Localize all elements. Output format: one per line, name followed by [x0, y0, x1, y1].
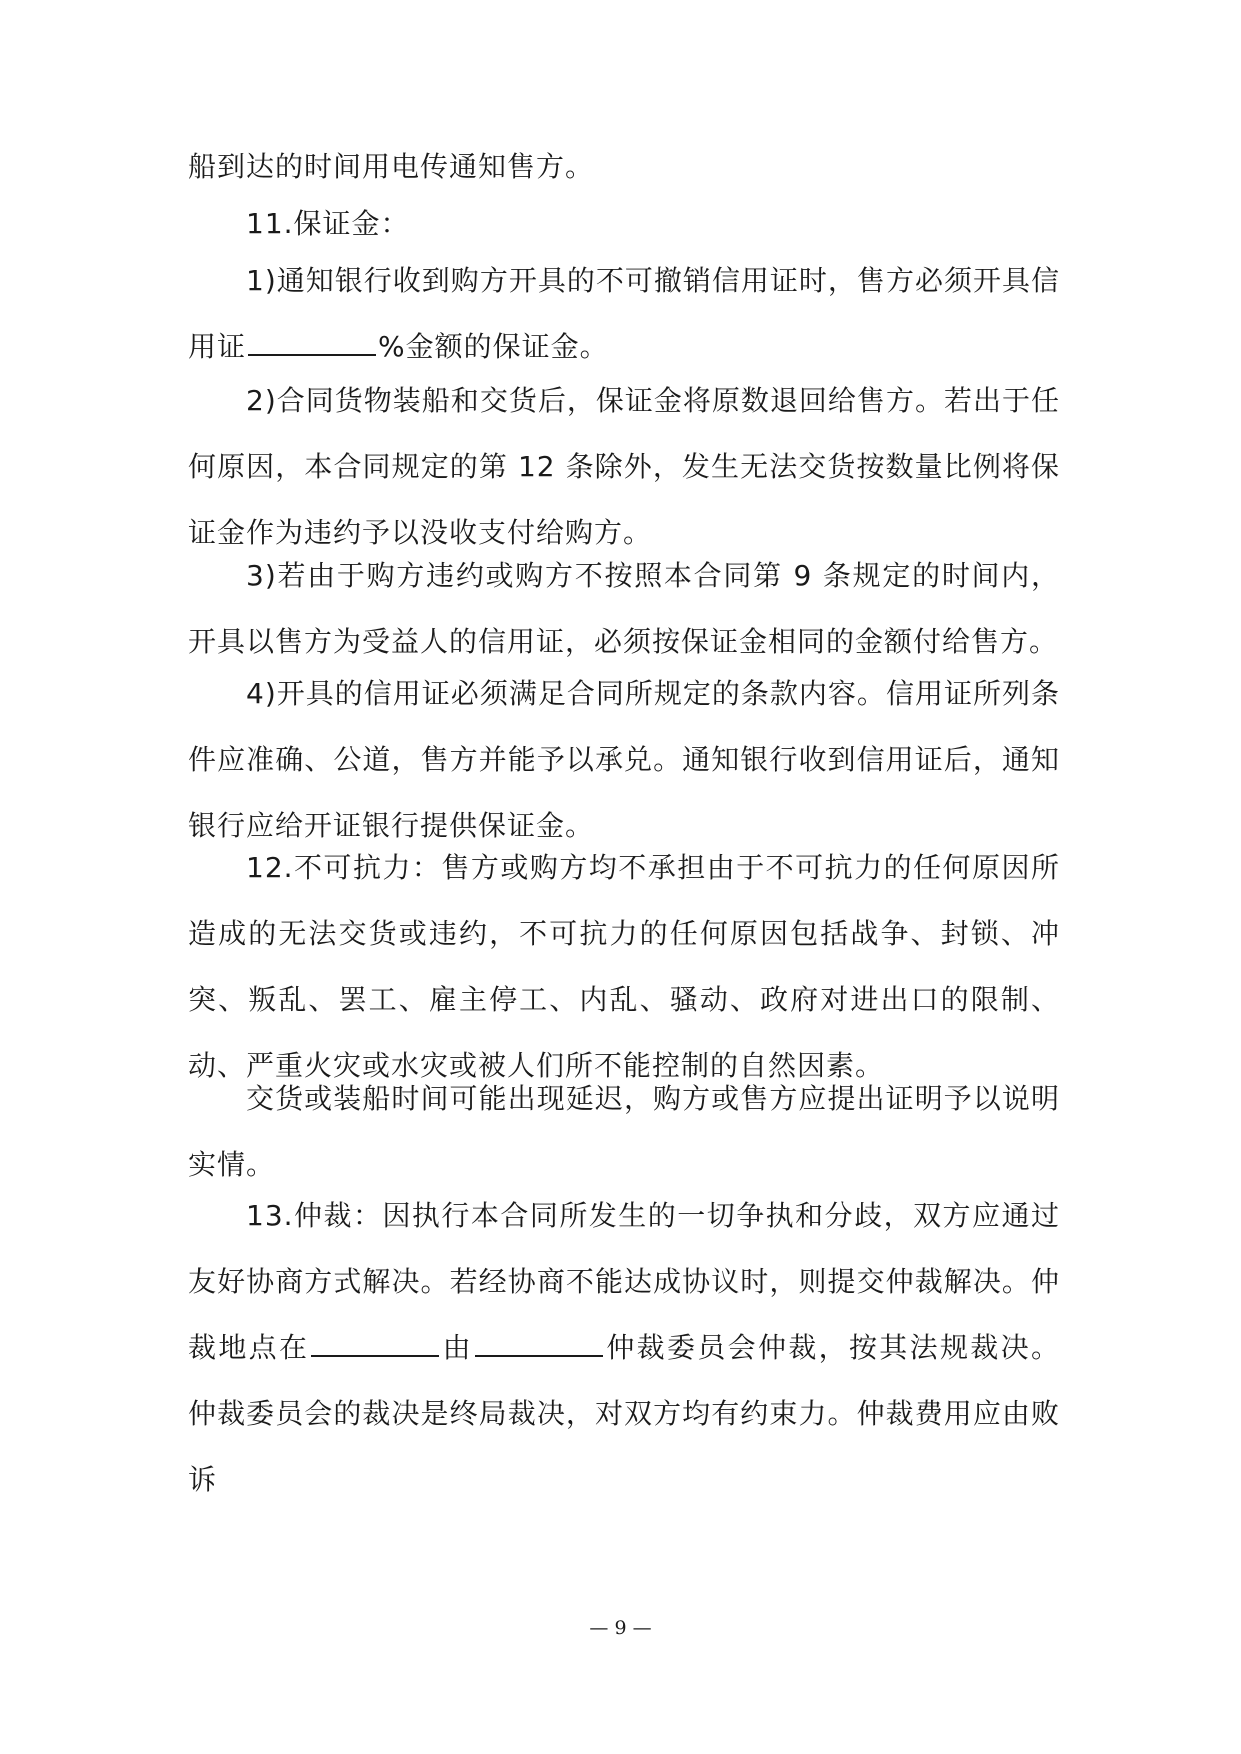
section-arbitration — [188, 1183, 1060, 1513]
section-text: 12.不可抗力：售方或购方均不承担由于不可抗力的任何原因所造成的无法交货或违约，不可抗力的任何原因包括战争、封锁、冲突、叛乱、罢工、雇主停工、内乱、骚动、政府对进出口的限制、动、严重火灾或水灾或被人们所不能控制的自然因素。 — [188, 851, 1060, 1082]
fill-in-blank-arbitration-committee[interactable] — [475, 1333, 603, 1357]
clause-deposit-1 — [188, 248, 1060, 380]
clause-text: 1)通知银行收到购方开具的不可撤销信用证时，售方必须开具信用证 — [188, 264, 1060, 363]
section-text: 13.仲裁：因执行本合同所发生的一切争执和分歧，双方应通过友好协商方式解决。若经协商不能达成协议时，则提交仲裁解决。仲裁地点在 — [188, 1199, 1060, 1364]
heading-text: 11.保证金： — [246, 207, 410, 240]
document-page — [188, 0, 1060, 1754]
clause-text-tail: %金额的保证金。 — [378, 330, 609, 363]
fill-in-blank-percentage[interactable] — [248, 332, 376, 356]
clause-text: 2)合同货物装船和交货后，保证金将原数退回给售方。若出于任何原因，本合同规定的第 12 条除外，发生无法交货按数量比例将保证金作为违约予以没收支付给购方。 — [188, 384, 1060, 549]
clause-text: 3)若由于购方违约或购方不按照本合同第 9 条规定的时间内，开具以售方为受益人的信用证，必须按保证金相同的金额付给售方。 — [188, 559, 1060, 658]
paragraph-delay — [188, 1066, 1060, 1198]
paragraph-text: 交货或装船时间可能出现延迟，购方或售方应提出证明予以说明实情。 — [188, 1082, 1060, 1181]
clause-deposit-4 — [188, 661, 1060, 859]
section-text-mid: 由 — [441, 1331, 473, 1364]
clause-deposit-2 — [188, 368, 1060, 566]
clause-deposit-3 — [188, 543, 1060, 675]
fill-in-blank-arbitration-place[interactable] — [311, 1333, 439, 1357]
paragraph-text: 船到达的时间用电传通知售方。 — [188, 150, 595, 183]
section-force-majeure — [188, 835, 1060, 1099]
section-text-tail: 仲裁委员会仲裁，按其法规裁决。仲裁委员会的裁决是终局裁决，对双方均有约束力。仲裁费用应由败诉 — [188, 1331, 1060, 1496]
clause-text: 4)开具的信用证必须满足合同所规定的条款内容。信用证所列条件应准确、公道，售方并能予以承兑。通知银行收到信用证后，通知银行应给开证银行提供保证金。 — [188, 677, 1060, 842]
page-number: — 9 — — [589, 1617, 652, 1639]
